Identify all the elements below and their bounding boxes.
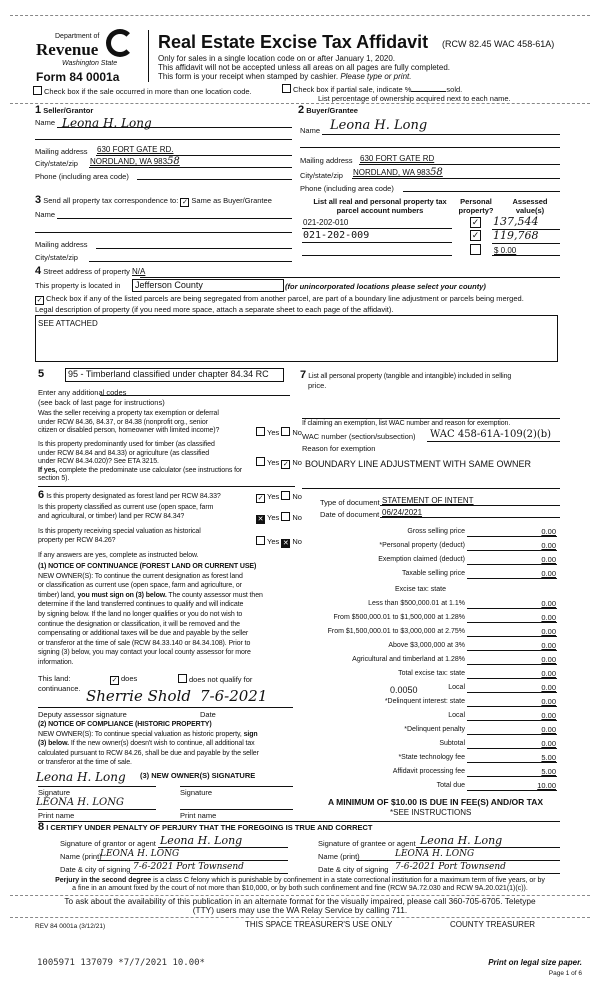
personal-property-checkbox[interactable] [470,244,481,255]
notice-line: NEW OWNER(S): To continue special valuation as historic property, [38,730,242,738]
land-use-code-select[interactable]: 95 - Timberland classified under chapter 84.34 RC [65,368,284,382]
document-type-label: Type of document [320,498,380,507]
question-line: section 5). [38,475,70,482]
parcel-header-numbers: List all real and personal property tax parcel account numbers [313,197,447,215]
field-line [492,255,560,256]
fee-label: *Delinquent interest: state [384,698,465,705]
fee-value[interactable]: 10.00 [537,781,556,790]
treasurer-use-label: THIS SPACE TREASURER'S USE ONLY [245,920,393,929]
notice-line: or classification as current use (open space, farm and agriculture, or [38,582,242,590]
fee-value[interactable]: 5.00 [541,753,556,762]
assessor-signature-label: Deputy assessor signature [38,710,127,719]
parcel-header-personal: Personal property? [458,197,494,215]
section-number: 7 [300,369,307,381]
fee-label: Exemption claimed (deduct) [378,556,465,563]
field-line [380,517,560,518]
fee-label: Taxable selling price [401,570,465,577]
buyer-name-line2[interactable] [300,147,560,148]
perjury-text-2: a fine in an amount fixed by the court of not more than $10,000, or by both such confinement and fine (RCW 9A.72.030 and RCW 9A.20.021(1)(c)). [72,885,528,892]
notice-line: signing (3) below, you may contact your local county assessor for more [38,649,251,657]
fee-value[interactable]: 0.00 [541,599,556,608]
form-number: Form 84 0001a [36,70,120,84]
fee-label: Agricultural and timberland at 1.28% [352,656,465,663]
name-label: Name [300,126,321,135]
washington-state: Washington State [62,60,118,67]
field-line [158,847,288,848]
segregated-checkbox[interactable] [35,294,524,305]
additional-codes-field[interactable] [100,395,290,396]
dept-of: Department of [55,33,100,40]
field-line [38,786,156,787]
header-line [158,72,411,81]
name-label: Name [35,210,56,219]
current-use-no-checkbox[interactable] [281,512,290,521]
sold-label: sold. [446,85,463,94]
fee-value[interactable]: 0.00 [541,739,556,748]
revenue-logo-icon [106,29,134,57]
notice-line: The county assessor must then [168,591,263,599]
alt-format-text-2: (TTY) users may use the WA Relay Service by calling 711. [192,905,408,915]
yes-label: Yes [267,513,280,522]
question-line: and agricultural, or timber) land per RCW 84.34? [38,513,185,520]
fee-value[interactable]: 0.00 [541,697,556,706]
field-line [140,277,560,278]
does-not-checkbox[interactable] [178,674,187,683]
fee-value[interactable]: 0.00 [541,669,556,678]
additional-codes-note: (see back of last page for instructions) [38,398,165,407]
fee-label: Above $3,000,000 at 3% [388,642,465,649]
current-use-yes-checkbox[interactable]: ✕ [257,516,264,523]
does-checkbox[interactable]: ✓ [111,677,118,684]
page-number: Page 1 of 6 [548,970,582,977]
correspondence-name-field[interactable] [57,218,292,219]
city-label: City/state/zip [35,159,78,168]
fee-value[interactable]: 0.00 [541,641,556,650]
wac-label: WAC number (section/subsection) [302,432,416,441]
county-treasurer-label: COUNTY TREASURER [450,920,536,929]
field-line [492,243,560,244]
fee-field-line [467,706,557,707]
assessor-date[interactable]: 7-6-2021 [200,687,268,705]
owner2-signature-field[interactable] [180,786,293,787]
fee-field-line [467,550,557,551]
header-divider [148,30,149,82]
parcel-header-value: Assessed value(s) [512,197,548,215]
forest-no-checkbox[interactable] [281,491,290,500]
fee-field-line [467,536,557,537]
fee-field-line [467,622,557,623]
question-line: Is this property classified as current use (open space, farm [38,504,214,511]
perjury-bold: Perjury in the second degree [55,877,152,884]
mailing-label: Mailing address [35,147,88,156]
section-number: 3 [35,194,42,206]
seller-mailing[interactable]: 630 FORT GATE RD. [97,145,174,154]
local-rate: 0.0050 [390,685,418,695]
notice-line: If the new owner(s) doesn't wish to continue, all additional tax [70,740,255,748]
personal-property-field[interactable] [302,418,560,419]
question-line: under RCW 84.36, 84.37, or 84.38 (nonprofit org., senior [38,418,208,426]
grantor-name-label: Name (print) [60,852,102,861]
exemption-label: If claiming an exemption, list WAC number and reason for exemption. [302,420,511,427]
historic-question [38,527,201,545]
form-title: Real Estate Excise Tax Affidavit [158,32,429,52]
fee-label: From $1,500,000.01 to $3,000,000 at 2.75% [327,628,465,635]
notice-line: information. [38,658,74,666]
fee-field-line [467,692,557,693]
fee-field-line [467,608,557,609]
correspondence-label: Send all property tax correspondence to: [43,196,179,205]
excise-header: Excise tax: state [395,586,446,593]
divider [38,486,295,487]
fee-value[interactable]: 0.00 [541,655,556,664]
notice-title: (2) NOTICE OF COMPLIANCE (HISTORIC PROPERTY) [38,721,212,728]
section-heading: Seller/Grantor [43,106,94,115]
field-line [352,178,560,179]
section-number: 6 [38,489,45,501]
yes-label: Yes [267,428,280,437]
city-label: City/state/zip [35,253,78,262]
if-any-note: If any answers are yes, complete as instructed below. [38,552,199,559]
notice-line: NEW OWNER(S): To continue the current designation as forest land [38,572,243,580]
grantor-date-label: Date & city of signing [60,865,131,874]
legal-description: SEE ATTACHED [38,319,98,328]
parcel-number[interactable]: 021-202-010 [303,218,349,227]
alt-format-notice [0,897,600,915]
checkbox-checked-icon: ✓ [36,297,43,304]
forest-question: Is this property designated as forest land per RCW 84.33? [46,493,221,500]
header-line: Only for sales in a single location code on or after January 1, 2020. [158,54,396,63]
city-label: City/state/zip [300,171,343,180]
ownership-note: List percentage of ownership acquired next to each name. [318,94,511,103]
fee-label: *Personal property (deduct) [379,542,465,549]
notice-line: determine if the land transferred continues to qualify and will indicate [38,601,244,609]
grantee-name-label: Name (print) [318,852,360,861]
fee-field-line [467,720,557,721]
header-line: This affidavit will not be accepted unless all areas on all pages are fully completed. [158,63,451,72]
mailing-label: Mailing address [300,156,353,165]
field-line [38,707,293,708]
cashier-stamp: 1005971 137079 *7/7/2021 10.00* [37,958,205,968]
fee-label: Total due [436,782,465,789]
yes-label: Yes [267,492,280,501]
assessed-value[interactable]: 137,544 [493,215,539,228]
owner-signature[interactable]: Leona H. Long [36,770,126,784]
perjury-text: is a class C felony which is punishable by confinement in a state correctional institution for a maximum term of five years, or by [153,877,545,884]
question-line: Is this property predominantly used for timber (as classified [38,441,215,448]
no-label: No [292,458,302,467]
notice-title: (1) NOTICE OF CONTINUANCE (FOREST LAND OR CURRENT USE) [38,563,257,570]
timber-yes-checkbox[interactable] [256,457,265,466]
correspondence-city-field[interactable] [89,261,292,262]
additional-codes-label: Enter any additional codes [38,388,127,397]
assessed-value[interactable]: $ 0.00 [494,246,517,255]
field-line [38,809,156,810]
section-heading: Buyer/Grantee [306,106,358,115]
certify-statement: I CERTIFY UNDER PENALTY OF PERJURY THAT THE FOREGOING IS TRUE AND CORRECT [46,823,373,832]
notice-line: continue the designation or classification, it will be removed and the [38,620,240,628]
fee-field-line [467,776,557,777]
grantor-date-city[interactable]: 7-6-2021 Port Townsend [133,862,244,872]
assessor-signature[interactable]: Sherrie Shold [86,687,191,705]
correspondence-mailing-field[interactable] [96,248,292,249]
county-note: (for unincorporated locations please select your county) [285,282,486,291]
grantee-signature-label: Signature of grantee or agent [318,839,416,848]
notice-line: by signing below. If the land no longer qualifies or you do not wish to [38,610,243,618]
seller-phone-field[interactable] [137,179,292,180]
alt-format-text: To ask about the availability of this publication in an alternate format for the visually impaired, please call 360-705-6705. Teletype [64,896,536,906]
current-use-question [38,503,213,521]
fee-value[interactable]: 0.00 [541,613,556,622]
section-number: 4 [35,265,42,277]
field-line [302,242,452,243]
notice-compliance [38,720,259,768]
grantee-date-city[interactable]: 7-6-2021 Port Townsend [395,862,506,872]
legal-description-label: Legal description of property (if you need more space, attach a separate sheet to each page of the affidavit). [35,305,394,314]
exemption-yes-checkbox[interactable] [256,427,265,436]
fee-field-line [467,678,557,679]
fee-field-line [467,664,557,665]
field-line [89,167,292,168]
grantor-print-name[interactable]: LEONA H. LONG [100,849,180,859]
field-line [392,873,560,874]
form-revision: REV 84 0001a (3/12/21) [35,923,106,930]
seller-city-typed: NORDLAND, WA 983 [90,157,168,166]
fee-label: Affidavit processing fee [392,768,465,775]
notice-line: timber) land, [38,591,76,599]
grantee-date-label: Date & city of signing [318,865,389,874]
document-date[interactable]: 06/24/2021 [382,508,423,517]
historic-yes-checkbox[interactable] [256,536,265,545]
legal-description-field[interactable] [35,315,558,362]
section-number: 5 [38,368,45,380]
fee-value[interactable]: 5.00 [541,767,556,776]
historic-no-checkbox[interactable]: ✕ [282,540,289,547]
grantor-signature[interactable]: Leona H. Long [160,834,243,847]
form-title-ref: (RCW 82.45 WAC 458-61A) [442,39,555,49]
yes-label: Yes [267,458,280,467]
exemption-reason[interactable]: BOUNDARY LINE ADJUSTMENT WITH SAME OWNER [305,459,532,469]
minimum-due-note: A MINIMUM OF $10.00 IS DUE IN FEE(S) AND/OR TAX [328,797,544,807]
exemption-question [38,410,219,436]
no-label: No [292,537,302,546]
print-name-label: Print name [38,811,75,820]
timber-question [38,441,242,484]
personal-property-label-2: price. [308,381,327,390]
fee-label: Local [448,712,465,719]
field-line [302,488,560,489]
perjury-notice [0,877,600,893]
mailing-label: Mailing address [35,240,88,249]
fee-field-line [467,650,557,651]
question-line: under RCW 84.34.020)? See ETA 3215. [38,458,159,465]
question-line: Was the seller receiving a property tax exemption or deferral [38,410,219,417]
field-line [302,228,452,229]
signature-label: Signature [38,788,71,797]
seller-city-hand: 58 [167,156,180,167]
does-label: does [121,674,138,683]
reason-label: Reason for exemption [302,444,376,453]
header-line-italic: Please type or print. [340,72,412,81]
fee-field-line [467,636,557,637]
parcel-number-field[interactable] [302,255,452,256]
owner2-print-field[interactable] [180,809,293,810]
checkbox-icon [33,86,42,95]
buyer-phone-field[interactable] [403,191,560,192]
notice-line: or transferor at the time of sale (RCW 84.33.140 or 84.34.108). Prior to [38,639,251,647]
legal-paper-note: Print on legal size paper. [488,958,582,967]
continuance-label: continuance. [38,684,81,693]
question-line: citizen or disabled person, homeowner with limited income)? [38,427,220,434]
question-line: under RCW 84.84 and 84.33) or agriculture (as classified [38,449,210,457]
county-select[interactable]: Jefferson County [132,279,284,292]
no-label: No [292,492,302,501]
fee-label: *State technology fee [398,754,465,761]
owner-print-name[interactable]: LEONA H. LONG [36,797,124,808]
segregated-label: Check box if any of the listed parcels are being segregated from another parcel, are part of a boundary line adjustment or parcels being merged. [46,294,524,303]
fee-field-line [467,564,557,565]
signature-label: Signature [180,788,213,797]
fee-value[interactable]: 0.00 [541,725,556,734]
if-yes-bold: If yes, [38,466,58,474]
fee-field-line [467,578,557,579]
fee-label: Gross selling price [407,528,465,535]
personal-property-label: List all personal property (tangible and intangible) included in selling [308,373,512,380]
fee-field-line [467,762,557,763]
fee-value[interactable]: 0.00 [541,541,556,550]
yes-label: Yes [267,537,280,546]
fee-value[interactable]: 0.00 [541,627,556,636]
divider [10,917,590,918]
date-label: Date [200,710,216,719]
document-type[interactable]: STATEMENT OF INTENT [382,496,474,505]
multi-location-checkbox[interactable] [33,86,252,96]
no-label: No [292,513,302,522]
buyer-city[interactable] [353,167,443,178]
fee-label: *Delinquent penalty [404,726,465,733]
fee-label: From $500,000.01 to $1,500,000 at 1.28% [333,614,465,621]
fee-field-line [467,748,557,749]
fee-value[interactable]: 0.00 [541,711,556,720]
exemption-no-checkbox[interactable] [281,427,290,436]
buyer-name: Leona H. Long [330,118,428,133]
field-line [97,860,288,861]
fee-field-line [467,734,557,735]
section-number: 2 [298,104,305,116]
parcel-number[interactable]: 021-202-009 [303,230,370,241]
forest-yes-checkbox[interactable]: ✓ [257,495,264,502]
notice-bold: (3) below. [38,740,70,748]
field-line [359,164,560,165]
partial-sale-checkbox[interactable] [282,84,462,94]
located-label: This property is located in [35,281,121,290]
seller-name: Leona H. Long [62,116,152,130]
if-yes-text: complete the predominate use calculator (see instructions for [59,466,243,474]
notice-bold: sign [243,730,258,738]
fee-value[interactable]: 0.00 [541,555,556,564]
fee-label: Local [448,684,465,691]
seller-city[interactable] [90,156,180,167]
section-number: 8 [38,821,45,833]
field-line [130,873,288,874]
personal-property-checkbox[interactable]: ✓ [471,217,480,227]
fee-value[interactable]: 0.00 [541,527,556,536]
phone-label: Phone (including area code) [300,184,394,193]
owner-signature-title: (3) NEW OWNER(S) SIGNATURE [140,771,256,780]
print-name-label: Print name [180,811,217,820]
notice-line: or transferor at the time of sale. [38,759,132,767]
question-line: property per RCW 84.26? [38,537,116,544]
same-as-buyer-checkbox[interactable]: ✓ [181,199,188,206]
grantee-print-name[interactable]: LEONA H. LONG [395,849,475,859]
buyer-city-typed: NORDLAND, WA 983 [353,168,431,177]
assessed-value[interactable]: 119,768 [493,229,539,242]
buyer-mailing[interactable]: 630 FORT GATE RD [360,154,435,163]
field-line [427,441,560,442]
fee-value[interactable]: 0.00 [541,683,556,692]
same-as-buyer-label: Same as Buyer/Grantee [191,196,272,205]
fee-value[interactable]: 0.00 [541,569,556,578]
document-date-label: Date of document [320,510,380,519]
partial-percent-field[interactable] [411,91,446,92]
phone-label: Phone (including area code) [35,172,129,181]
street-address[interactable]: N/A [132,267,146,276]
name-label: Name [35,118,56,127]
header-line-text: This form is your receipt when stamped by cashier. [158,72,339,81]
notice-line: compensating or additional taxes will be due and payable by the seller [38,630,249,638]
section-number: 1 [35,104,42,116]
notice-line: calculated pursuant to RCW 84.26, shall be due and payable by the seller [38,749,259,757]
fee-label: Subtotal [439,740,465,747]
question-line: Is this property receiving special valuation as historical [38,528,201,535]
fee-field-line [467,790,557,791]
notice-continuance [38,562,263,668]
notice-bold: you must sign on (3) below. [77,591,167,599]
does-not-label: does not qualify for [189,675,253,684]
fee-label: Less than $500,000.01 at 1.1% [368,600,465,607]
buyer-city-hand: 58 [430,167,443,178]
seller-name-line2[interactable] [35,139,292,140]
partial-sale-label: Check box if partial sale, indicate % [293,85,412,94]
no-label: No [292,428,302,437]
street-label: Street address of property [43,267,130,276]
fee-label: Total excise tax: state [398,670,465,677]
multi-location-label: Check box if the sale occurred in more than one location code. [44,87,252,96]
field-line [416,847,560,848]
checkbox-icon [282,84,291,93]
field-line [356,860,560,861]
buyer-name-field[interactable] [322,134,560,135]
wac-number[interactable]: WAC 458-61A-109(2)(b) [430,429,552,440]
grantee-signature[interactable]: Leona H. Long [420,834,503,847]
this-land-label: This land: [38,674,71,683]
personal-property-checkbox[interactable]: ✓ [471,230,480,240]
top-border [10,15,590,16]
field-line [380,505,560,506]
timber-no-checkbox[interactable]: ✓ [282,461,289,468]
correspondence-name-line2[interactable] [35,232,292,233]
grantor-signature-label: Signature of grantor or agent [60,839,156,848]
revenue-logo-text: Revenue [36,40,99,59]
see-instructions: *SEE INSTRUCTIONS [390,808,472,817]
